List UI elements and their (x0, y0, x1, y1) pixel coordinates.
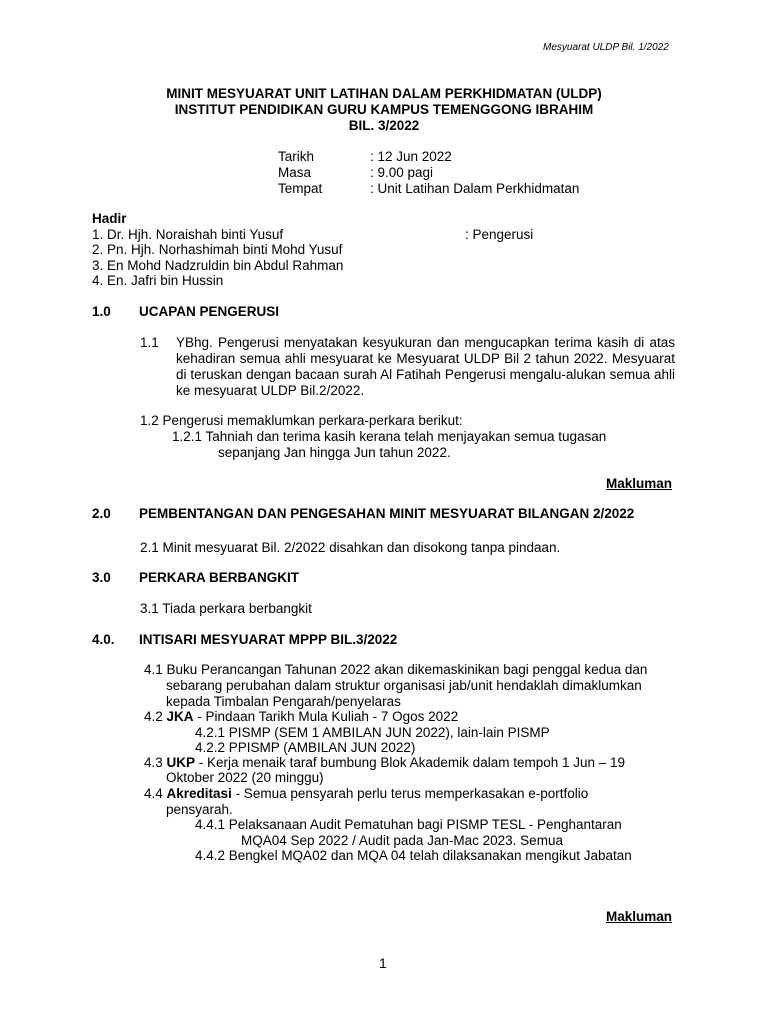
item-4-3-line2: Oktober 2022 (20 minggu) (166, 770, 324, 785)
item-4-3-keyword: UKP (166, 755, 196, 770)
attendance-heading: Hadir (92, 211, 127, 226)
section-1-action: Makluman (606, 476, 673, 491)
item-4-4-line2: pensyarah. (166, 802, 233, 817)
item-4-2 (144, 709, 458, 725)
section-1-number: 1.0 (92, 304, 111, 319)
attendee-1-role: : Pengerusi (465, 227, 534, 242)
item-4-4-2: 4.4.2 Bengkel MQA02 dan MQA 04 telah dilaksanakan mengikut Jabatan (195, 848, 632, 863)
item-4-3 (144, 755, 625, 771)
item-4-2-text: - Pindaan Tarikh Mula Kuliah - 7 Ogos 2022 (193, 709, 459, 724)
item-1-1-number: 1.1 (140, 335, 159, 350)
section-4-heading: INTISARI MESYUARAT MPPP BIL.3/2022 (139, 632, 398, 647)
item-4-4 (144, 786, 588, 802)
item-4-3-number: 4.3 (144, 755, 167, 770)
minutes-title-line2: INSTITUT PENDIDIKAN GURU KAMPUS TEMENGGONG IBRAHIM (174, 102, 594, 117)
section-4-number: 4.0. (92, 632, 115, 647)
item-4-2-number: 4.2 (144, 709, 167, 724)
item-4-2-1: 4.2.1 PISMP (SEM 1 AMBILAN JUN 2022), lain-lain PISMP (195, 725, 550, 740)
item-4-1-line3: kepada Timbalan Pengarah/penyelaras (166, 694, 401, 709)
item-1-2: 1.2 Pengerusi memaklumkan perkara-perkara berikut: (140, 413, 463, 428)
date-value: : 12 Jun 2022 (370, 149, 452, 164)
section-1-heading: UCAPAN PENGERUSI (139, 304, 280, 319)
item-4-1-line1: 4.1 Buku Perancangan Tahunan 2022 akan dikemaskinikan bagi penggal kedua dan (144, 662, 648, 677)
item-4-4-1-line2: MQA04 Sep 2022 / Audit pada Jan-Mac 2023. Semua (241, 833, 563, 848)
attendee-4: 4. En. Jafri bin Hussin (92, 273, 224, 288)
document-header-reference: Mesyuarat ULDP Bil. 1/2022 (543, 42, 669, 53)
item-4-1-line2: sebarang perubahan dalam struktur organisasi jab/unit hendaklah dimaklumkan (166, 678, 642, 693)
venue-label: Tempat (278, 181, 323, 196)
page-number: 1 (379, 955, 387, 971)
item-3-1: 3.1 Tiada perkara berbangkit (140, 601, 312, 616)
section-4-action: Makluman (606, 909, 673, 924)
item-1-1-text: YBhg. Pengerusi menyatakan kesyukuran dan mengucapkan terima kasih di atas kehadiran semua ahli mesyuarat ke Mesyuarat ULDP Bil 2 tahun 2022. Mesyuarat di teruskan dengan bacaan surah Al Fatihah Pengerusi mengalu-alukan semua ahli ke mesyuarat ULDP Bil.2/2022. (176, 335, 675, 398)
attendee-1: 1. Dr. Hjh. Noraishah binti Yusuf (92, 227, 284, 242)
date-label: Tarikh (278, 149, 315, 164)
minutes-title-line3: BIL. 3/2022 (348, 118, 420, 133)
minutes-title-line1: MINIT MESYUARAT UNIT LATIHAN DALAM PERKHIDMATAN (ULDP) (166, 86, 602, 101)
item-1-2-1-line2: sepanjang Jan hingga Jun tahun 2022. (218, 445, 451, 460)
venue-value: : Unit Latihan Dalam Perkhidmatan (370, 181, 580, 196)
item-4-4-keyword: Akreditasi (166, 786, 232, 801)
time-label: Masa (278, 165, 312, 180)
item-4-4-1-line1: 4.4.1 Pelaksanaan Audit Pematuhan bagi PISMP TESL - Penghantaran (195, 817, 622, 832)
item-4-3-text: - Kerja menaik taraf bumbung Blok Akademik dalam tempoh 1 Jun – 19 (195, 755, 626, 770)
item-4-4-number: 4.4 (144, 786, 167, 801)
attendee-3: 3. En Mohd Nadzruldin bin Abdul Rahman (92, 258, 344, 273)
item-2-1: 2.1 Minit mesyuarat Bil. 2/2022 disahkan dan disokong tanpa pindaan. (140, 540, 561, 555)
section-3-heading: PERKARA BERBANGKIT (139, 570, 300, 585)
item-1-2-1-line1: 1.2.1 Tahniah dan terima kasih kerana telah menjayakan semua tugasan (172, 429, 607, 444)
section-2-heading: PEMBENTANGAN DAN PENGESAHAN MINIT MESYUARAT BILANGAN 2/2022 (139, 506, 635, 521)
attendee-2: 2. Pn. Hjh. Norhashimah binti Mohd Yusuf (92, 242, 343, 257)
section-3-number: 3.0 (92, 570, 111, 585)
item-4-2-keyword: JKA (166, 709, 194, 724)
item-4-4-text: - Semua pensyarah perlu terus memperkasakan e-portfolio (231, 786, 589, 801)
time-value: : 9.00 pagi (370, 165, 434, 180)
item-4-2-2: 4.2.2 PPISMP (AMBILAN JUN 2022) (195, 740, 416, 755)
section-2-number: 2.0 (92, 506, 111, 521)
